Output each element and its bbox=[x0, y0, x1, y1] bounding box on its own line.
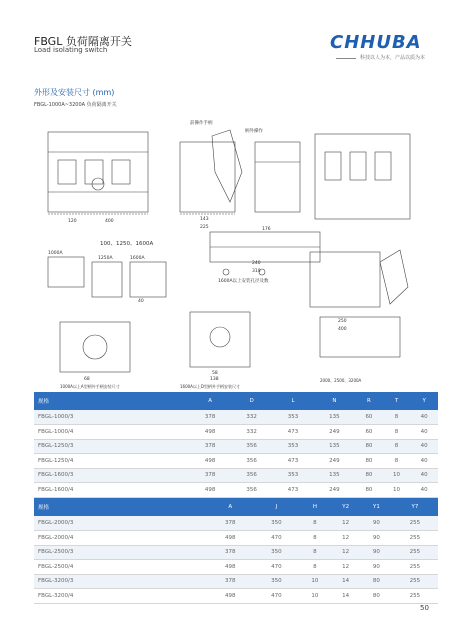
table-header-cell: D bbox=[231, 392, 272, 410]
value-cell: 8 bbox=[383, 425, 411, 440]
value-cell: 90 bbox=[361, 560, 392, 575]
slogan-divider bbox=[336, 58, 356, 59]
model-cell: FBGL-3200/3 bbox=[34, 574, 207, 589]
value-cell: 378 bbox=[207, 574, 253, 589]
dim-68: 68 bbox=[84, 377, 90, 382]
value-cell: 40 bbox=[410, 439, 438, 454]
brand-logo: CHHUBA bbox=[330, 32, 422, 53]
value-cell: 14 bbox=[330, 574, 361, 589]
model-cell: FBGL-1600/3 bbox=[34, 468, 189, 483]
label-1600a: 1600A bbox=[130, 256, 145, 261]
value-cell: 353 bbox=[272, 468, 313, 483]
table-header-cell: 规格 bbox=[34, 498, 207, 516]
dimension-drawing bbox=[30, 112, 440, 389]
value-cell: 350 bbox=[253, 574, 299, 589]
value-cell: 356 bbox=[231, 439, 272, 454]
handle-label: 前操作手柄 bbox=[190, 121, 213, 126]
value-cell: 80 bbox=[355, 483, 383, 498]
value-cell: 356 bbox=[231, 468, 272, 483]
value-cell: 60 bbox=[355, 425, 383, 440]
table-row bbox=[34, 483, 438, 498]
value-cell: 8 bbox=[383, 454, 411, 469]
spec-table-2 bbox=[34, 498, 438, 604]
caption-middle: 1600A以上D型柄外手柄安装尺寸 bbox=[180, 384, 240, 389]
value-cell: 12 bbox=[330, 545, 361, 560]
value-cell: 332 bbox=[231, 425, 272, 440]
value-cell: 40 bbox=[410, 410, 438, 425]
value-cell: 40 bbox=[410, 425, 438, 440]
table-row bbox=[34, 545, 438, 560]
model-cell: FBGL-2000/4 bbox=[34, 531, 207, 546]
table-row bbox=[34, 589, 438, 604]
value-cell: 10 bbox=[383, 468, 411, 483]
value-cell: 80 bbox=[355, 454, 383, 469]
model-cell: FBGL-1250/4 bbox=[34, 454, 189, 469]
value-cell: 332 bbox=[231, 410, 272, 425]
table-header-cell: L bbox=[272, 392, 313, 410]
value-cell: 356 bbox=[231, 454, 272, 469]
model-cell: FBGL-2500/4 bbox=[34, 560, 207, 575]
value-cell: 255 bbox=[392, 560, 438, 575]
table-row bbox=[34, 516, 438, 531]
value-cell: 60 bbox=[355, 410, 383, 425]
value-cell: 498 bbox=[189, 454, 230, 469]
model-cell: FBGL-1000/3 bbox=[34, 410, 189, 425]
section-subtitle: FBGL-1000A~3200A 负荷隔离开关 bbox=[34, 102, 117, 108]
value-cell: 10 bbox=[383, 483, 411, 498]
value-cell: 498 bbox=[207, 531, 253, 546]
value-cell: 40 bbox=[410, 454, 438, 469]
dim-400: 400 bbox=[105, 219, 114, 224]
value-cell: 10 bbox=[300, 589, 331, 604]
label-1250a: 1250A bbox=[98, 256, 113, 261]
caption-left: 1000A以上A型柄外手柄安装尺寸 bbox=[60, 384, 120, 389]
table-row bbox=[34, 531, 438, 546]
model-cell: FBGL-1250/3 bbox=[34, 439, 189, 454]
value-cell: 12 bbox=[330, 531, 361, 546]
value-cell: 40 bbox=[410, 468, 438, 483]
value-cell: 255 bbox=[392, 545, 438, 560]
value-cell: 249 bbox=[314, 483, 355, 498]
value-cell: 473 bbox=[272, 483, 313, 498]
value-cell: 8 bbox=[300, 560, 331, 575]
table-header-cell: Y2 bbox=[330, 498, 361, 516]
value-cell: 249 bbox=[314, 454, 355, 469]
table-header-cell: A bbox=[207, 498, 253, 516]
value-cell: 80 bbox=[355, 468, 383, 483]
label-1000a: 1000A bbox=[48, 251, 63, 256]
table-header-cell: J bbox=[253, 498, 299, 516]
front-view-body bbox=[48, 132, 148, 212]
table-header-cell: N bbox=[314, 392, 355, 410]
value-cell: 40 bbox=[410, 483, 438, 498]
table-header-cell: 规格 bbox=[34, 392, 189, 410]
value-cell: 8 bbox=[300, 531, 331, 546]
value-cell: 8 bbox=[383, 439, 411, 454]
table-header-cell: H bbox=[300, 498, 331, 516]
page-title-en: Load isolating switch bbox=[34, 46, 108, 54]
right-front-view-body bbox=[315, 134, 410, 219]
table-row bbox=[34, 454, 438, 469]
value-cell: 135 bbox=[314, 468, 355, 483]
dim-58: 58 bbox=[212, 371, 218, 376]
table-header-row bbox=[34, 498, 438, 516]
dim-400b: 400 bbox=[338, 327, 347, 332]
table-row bbox=[34, 468, 438, 483]
value-cell: 255 bbox=[392, 531, 438, 546]
value-cell: 498 bbox=[189, 483, 230, 498]
table-row bbox=[34, 560, 438, 575]
dim-240: 240 bbox=[252, 261, 261, 266]
value-cell: 80 bbox=[361, 589, 392, 604]
page-title-cn: FBGL 负荷隔离开关 bbox=[34, 35, 132, 48]
value-cell: 350 bbox=[253, 516, 299, 531]
value-cell: 255 bbox=[392, 516, 438, 531]
value-cell: 90 bbox=[361, 516, 392, 531]
value-cell: 8 bbox=[300, 516, 331, 531]
value-cell: 378 bbox=[189, 439, 230, 454]
value-cell: 498 bbox=[189, 425, 230, 440]
panel-cut-label: 1600A以上安装孔径及数 bbox=[218, 279, 269, 284]
value-cell: 470 bbox=[253, 589, 299, 604]
value-cell: 498 bbox=[207, 589, 253, 604]
value-cell: 249 bbox=[314, 425, 355, 440]
brand-slogan: 科技以人为本，产品以质为本 bbox=[360, 55, 426, 61]
value-cell: 498 bbox=[207, 560, 253, 575]
value-cell: 470 bbox=[253, 531, 299, 546]
value-cell: 8 bbox=[300, 545, 331, 560]
section-title: 外形及安装尺寸 (mm) bbox=[34, 88, 115, 97]
value-cell: 8 bbox=[383, 410, 411, 425]
table-header-cell: T bbox=[383, 392, 411, 410]
value-cell: 378 bbox=[207, 545, 253, 560]
value-cell: 90 bbox=[361, 531, 392, 546]
value-cell: 353 bbox=[272, 439, 313, 454]
table-header-row bbox=[34, 392, 438, 410]
model-cell: FBGL-1600/4 bbox=[34, 483, 189, 498]
table-header-cell: Y1 bbox=[361, 498, 392, 516]
model-cell: FBGL-2000/3 bbox=[34, 516, 207, 531]
side-handle-label: 柄外操作 bbox=[245, 129, 263, 134]
value-cell: 470 bbox=[253, 560, 299, 575]
value-cell: 80 bbox=[355, 439, 383, 454]
value-cell: 378 bbox=[189, 410, 230, 425]
spec-table-1 bbox=[34, 392, 438, 498]
value-cell: 12 bbox=[330, 516, 361, 531]
dim-40: 40 bbox=[138, 299, 144, 304]
value-cell: 14 bbox=[330, 589, 361, 604]
value-cell: 255 bbox=[392, 589, 438, 604]
page-number: 50 bbox=[420, 604, 429, 612]
table-row bbox=[34, 410, 438, 425]
table-header-cell: Y7 bbox=[392, 498, 438, 516]
value-cell: 350 bbox=[253, 545, 299, 560]
mid-caption: 100、1250、1600A bbox=[100, 241, 154, 247]
value-cell: 90 bbox=[361, 545, 392, 560]
value-cell: 473 bbox=[272, 425, 313, 440]
table-header-cell: R bbox=[355, 392, 383, 410]
model-cell: FBGL-2500/3 bbox=[34, 545, 207, 560]
value-cell: 378 bbox=[189, 468, 230, 483]
value-cell: 473 bbox=[272, 454, 313, 469]
value-cell: 10 bbox=[300, 574, 331, 589]
model-cell: FBGL-3200/4 bbox=[34, 589, 207, 604]
value-cell: 255 bbox=[392, 574, 438, 589]
value-cell: 12 bbox=[330, 560, 361, 575]
table-row bbox=[34, 439, 438, 454]
value-cell: 356 bbox=[231, 483, 272, 498]
side-view-body bbox=[180, 142, 235, 212]
dim-138: 138 bbox=[210, 377, 219, 382]
dim-225: 225 bbox=[200, 225, 209, 230]
dim-120: 120 bbox=[68, 219, 77, 224]
model-cell: FBGL-1000/4 bbox=[34, 425, 189, 440]
value-cell: 135 bbox=[314, 410, 355, 425]
dim-310: 310 bbox=[252, 269, 261, 274]
dim-143: 143 bbox=[200, 217, 209, 222]
value-cell: 378 bbox=[207, 516, 253, 531]
caption-right: 2000、2500、3200A bbox=[320, 378, 362, 383]
top-view-body bbox=[255, 142, 300, 212]
value-cell: 80 bbox=[361, 574, 392, 589]
table-row bbox=[34, 574, 438, 589]
table-row bbox=[34, 425, 438, 440]
table-header-cell: A bbox=[189, 392, 230, 410]
dim-176: 176 bbox=[262, 227, 271, 232]
dim-250: 250 bbox=[338, 319, 347, 324]
table-header-cell: Y bbox=[410, 392, 438, 410]
value-cell: 353 bbox=[272, 410, 313, 425]
value-cell: 135 bbox=[314, 439, 355, 454]
